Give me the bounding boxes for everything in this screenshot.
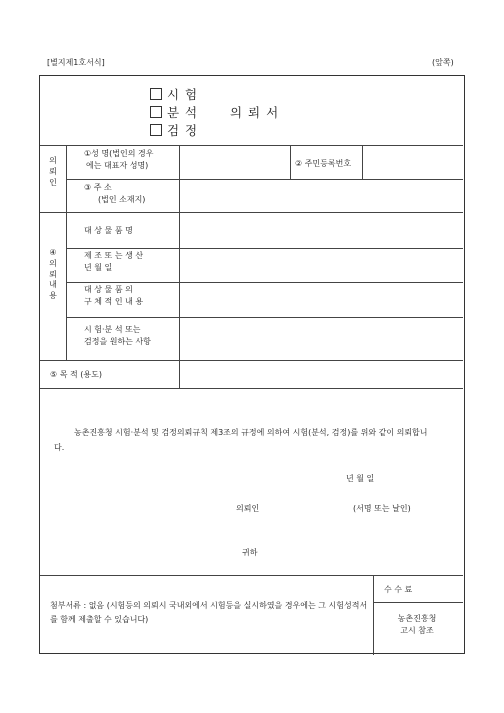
request-statement: 농촌진흥청 시험·분석 및 검정의뢰규칙 제3조의 규정에 의하여 시험(분석, 검정)를 위와 같이 의뢰합니다. xyxy=(54,428,428,453)
requested-matter-label: 시 험·분 석 또는 검정을 원하는 사항 xyxy=(84,325,151,346)
form-title: 의 뢰 서 xyxy=(230,105,280,120)
address-label: ③ 주 소 (법인 소재지) xyxy=(84,183,146,204)
item-name-label: 대 상 물 품 명 xyxy=(84,226,133,235)
title-option-test[interactable]: 시 험 xyxy=(150,86,198,104)
checkbox-test[interactable] xyxy=(150,88,162,100)
signature-label[interactable]: (서명 또는 날인) xyxy=(353,504,411,513)
date-line[interactable]: 년 월 일 xyxy=(346,474,375,483)
requester-label: 의뢰인 xyxy=(236,504,260,513)
form-number: [별지제1호서식] xyxy=(47,58,105,67)
name-label: ①성 명(법인의 경우 에는 대표자 성명) xyxy=(84,149,154,170)
title-option-analysis[interactable]: 분 석 xyxy=(150,104,198,122)
title-option-inspection[interactable]: 검 정 xyxy=(150,122,198,140)
item-detail-label: 대 상 물 품 의 구 체 적 인 내 용 xyxy=(84,285,144,306)
fee-label: 수 수 료 xyxy=(384,585,413,594)
addressee-label: 귀하 xyxy=(242,548,258,557)
checkbox-inspection[interactable] xyxy=(150,124,162,136)
attachments-note: 첨부서류 : 없음 (시험등의 의뢰시 국내외에서 시험등을 실시하였을 경우에는 그 시험성적서를 함께 제출할 수 있습니다) xyxy=(50,601,368,625)
request-section-label: ④ 의 뢰 내 용 xyxy=(49,248,57,301)
page-side-label: (앞쪽) xyxy=(432,58,454,67)
application-form xyxy=(39,75,465,654)
reg-no-label: ② 주민등록번호 xyxy=(295,159,352,168)
fee-value: 농촌진흥청 고시 참조 xyxy=(397,614,437,635)
applicant-section-label: 의 뢰 인 xyxy=(49,156,57,187)
purpose-label: ⑤ 목 적 (용도) xyxy=(50,370,102,379)
checkbox-analysis[interactable] xyxy=(150,106,162,118)
production-date-label: 제 조 또 는 생 산 년 월 일 xyxy=(84,251,144,272)
